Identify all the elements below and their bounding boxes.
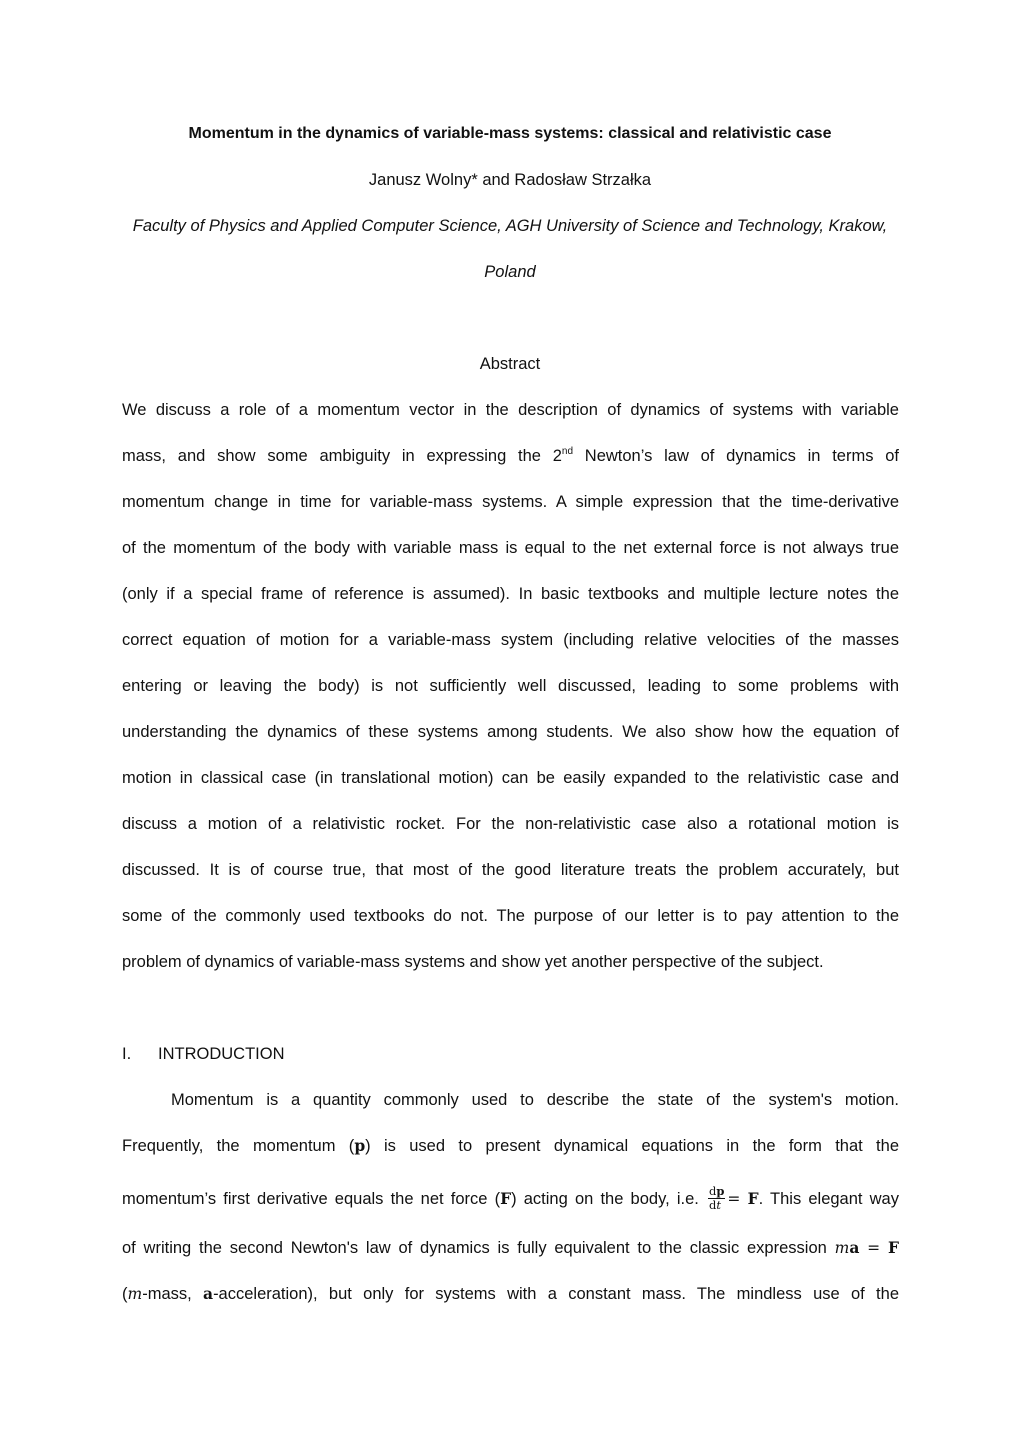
abstract-line: some of the commonly used textbooks do not. The purpose of our letter is to pay attention to the [122,907,899,925]
force-symbol: F [887,1238,899,1257]
abstract-line: of the momentum of the body with variable mass is equal to the net external force is not always true [122,539,899,557]
intro-text: of writing the second Newton's law of dynamics is fully equivalent to the classic expression [122,1239,827,1257]
intro-line [122,1136,899,1156]
ordinal-superscript: nd [561,446,574,457]
intro-line: Momentum is a quantity commonly used to describe the state of the system's motion. [171,1091,899,1109]
intro-text: momentum’s first derivative equals the net force ( [122,1189,501,1208]
abstract-line: correct equation of motion for a variable-mass system (including relative velocities of the masses [122,631,899,649]
equals-sign: = [727,1189,741,1208]
abstract-line: entering or leaving the body) is not sufficiently well discussed, leading to some problems with [122,677,899,695]
intro-text: ) is used to present dynamical equations in the form that the [365,1137,899,1155]
intro-text: -mass, [142,1285,192,1303]
abstract-text: mass, and show some ambiguity in expressing the 2 [122,447,562,465]
abstract-line: We discuss a role of a momentum vector in the description of dynamics of systems with variable [122,401,899,419]
intro-line [122,1238,899,1258]
abstract-line: momentum change in time for variable-mass systems. A simple expression that the time-derivative [122,493,899,511]
acceleration-symbol: a [203,1284,214,1303]
abstract-heading: Abstract [479,355,541,373]
affiliation-line-2: Poland [484,263,536,281]
intro-text: ) acting on the body, i.e. [511,1189,699,1208]
derivative-fraction [708,1185,725,1212]
open-paren: ( [122,1285,128,1303]
time-symbol: t [716,1198,721,1212]
fraction-numerator [708,1185,725,1199]
force-symbol: F [747,1188,759,1208]
paper-title: Momentum in the dynamics of variable-mass systems: classical and relativistic case [188,125,832,142]
affiliation-line-1: Faculty of Physics and Applied Computer Science, AGH University of Science and Technology, Krakow, [132,217,888,235]
abstract-line: understanding the dynamics of these systems among students. We also show how the equation of [122,723,899,741]
abstract-line: motion in classical case (in translational motion) can be easily expanded to the relativistic case and [122,769,899,787]
intro-line [122,1186,899,1213]
intro-text: Frequently, the momentum ( [122,1137,355,1155]
differential-d: d [709,1198,717,1212]
mass-symbol: m [127,1285,143,1303]
abstract-line: problem of dynamics of variable-mass systems and show yet another perspective of the subject. [122,953,824,971]
abstract-line: discussed. It is of course true, that most of the good literature treats the problem accurately, but [122,861,899,879]
equals-sign: = [867,1239,881,1257]
abstract-text: Newton’s law of dynamics in terms of [573,447,899,465]
intro-line [122,1284,899,1304]
intro-text: -acceleration), but only for systems with a constant mass. The mindless use of the [213,1285,899,1303]
fraction-denominator [708,1199,725,1212]
section-number: I. [122,1045,132,1063]
acceleration-symbol: a [849,1238,860,1257]
abstract-line [122,446,899,466]
intro-text: . This elegant way [758,1189,899,1208]
abstract-line: discuss a motion of a relativistic rocket. For the non-relativistic case also a rotational motion is [122,815,899,833]
force-symbol: F [500,1188,512,1208]
author-list: Janusz Wolny* and Radosław Strzałka [368,171,652,189]
abstract-line: (only if a special frame of reference is assumed). In basic textbooks and multiple lecture notes the [122,585,899,603]
differential-d: d [709,1184,717,1198]
momentum-symbol: p [354,1136,366,1155]
section-title: INTRODUCTION [158,1045,285,1063]
momentum-symbol: p [716,1184,725,1198]
mass-symbol: m [834,1239,850,1257]
